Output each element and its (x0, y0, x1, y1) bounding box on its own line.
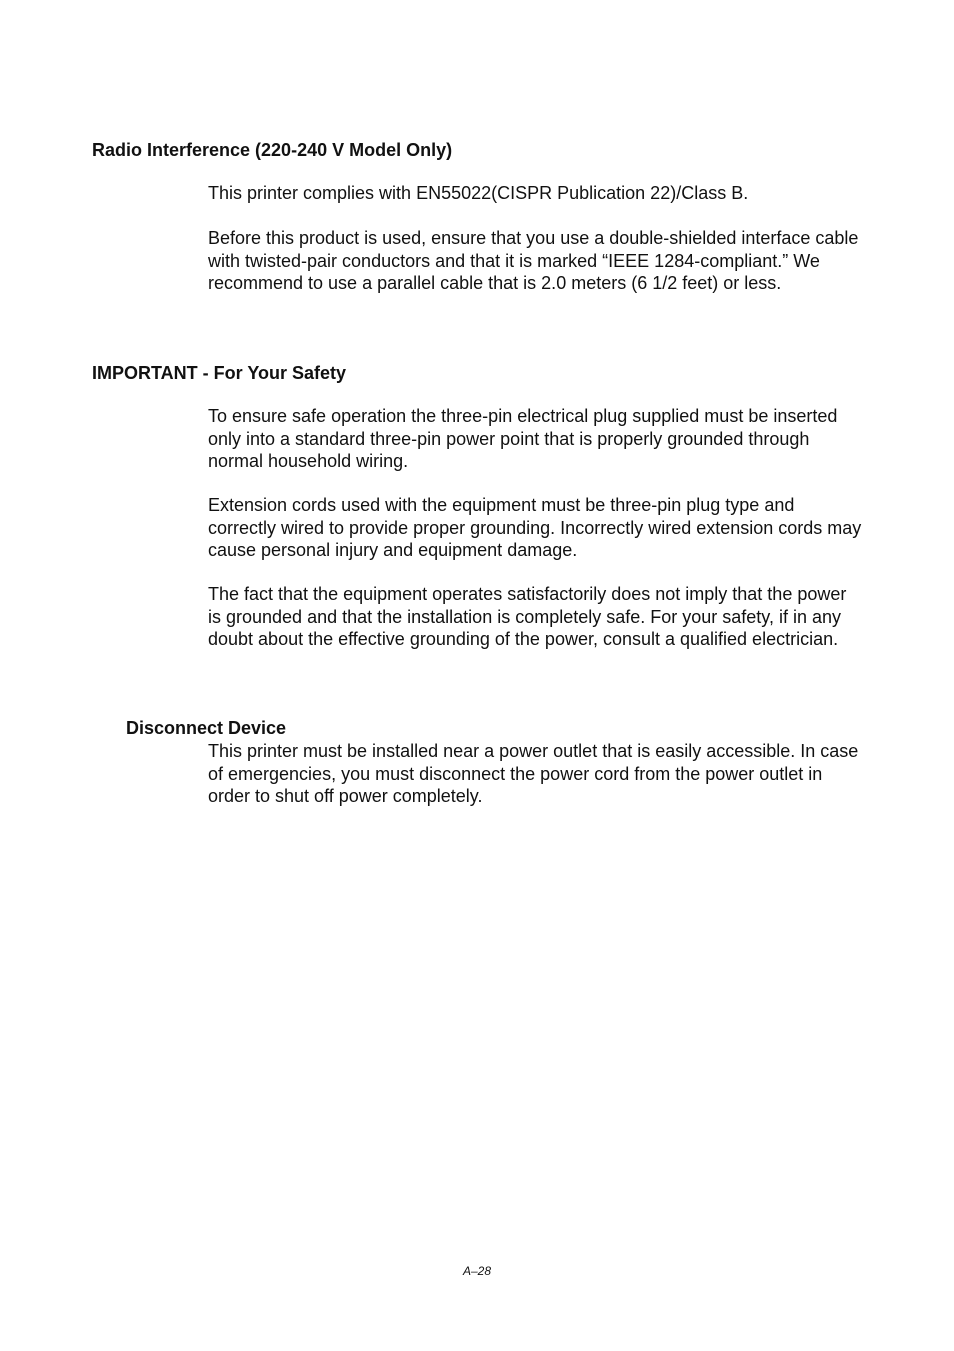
disconnect-device-paragraph: This printer must be installed near a power outlet that is easily accessible. In case of emergencies, you must disconnect the power cord from the power outlet in order to shut off power completely. (208, 741, 859, 806)
radio-interference-heading: Radio Interference (220-240 V Model Only) (92, 140, 453, 160)
safety-grounding-paragraph: The fact that the equipment operates satisfactorily does not imply that the power is grounded and that the installation is completely safe. For your safety, if in any doubt about the effective grounding of the power, consult a qualified electrician. (208, 584, 847, 649)
disconnect-device-heading: Disconnect Device (126, 718, 287, 738)
page-number: A–28 (462, 1264, 492, 1278)
radio-cable-paragraph: Before this product is used, ensure that you use a double-shielded interface cable with twisted-pair conductors and that it is marked “IEEE 1284-compliant.” We recommend to use a parallel cable that is 2.0 meters (6 1/2 feet) or less. (208, 228, 859, 293)
safety-plug-paragraph: To ensure safe operation the three-pin electrical plug supplied must be inserted only into a standard three-pin power point that is properly grounded through normal household wiring. (208, 406, 838, 471)
safety-extension-paragraph: Extension cords used with the equipment must be three-pin plug type and correctly wired to provide proper grounding. Incorrectly wired extension cords may cause personal injury and equipment damage. (208, 495, 862, 560)
safety-heading: IMPORTANT - For Your Safety (92, 363, 347, 383)
radio-compliance-paragraph: This printer complies with EN55022(CISPR Publication 22)/Class B. (208, 183, 749, 203)
